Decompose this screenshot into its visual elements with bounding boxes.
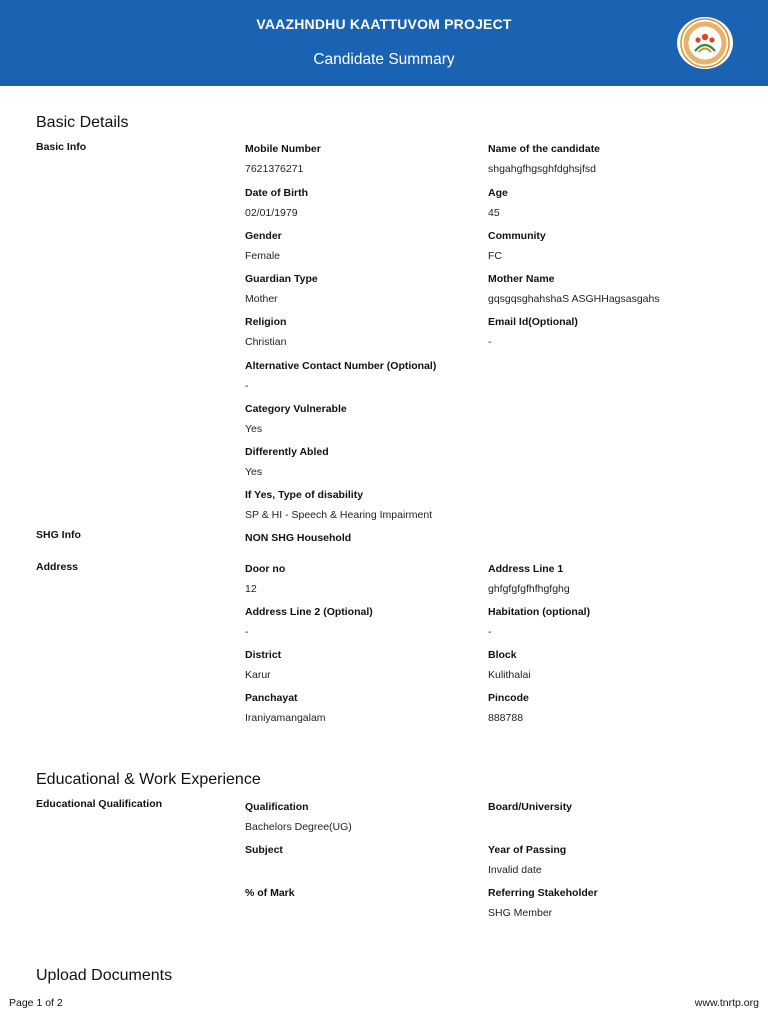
page-number: Page 1 of 2 — [9, 997, 63, 1009]
religion-label: Religion — [245, 316, 287, 328]
block-label: Block — [488, 649, 517, 661]
pincode-value: 888788 — [488, 712, 524, 724]
guardian-type-label: Guardian Type — [245, 273, 318, 285]
dob-label: Date of Birth — [245, 187, 308, 199]
candidate-name-value: shgahgfhgsghfdghsjfsd — [488, 163, 596, 175]
basic-info-label: Basic Info — [36, 141, 87, 153]
education-heading: Educational & Work Experience — [36, 771, 261, 788]
door-no-value: 12 — [245, 583, 257, 595]
category-vulnerable-value: Yes — [245, 423, 263, 435]
alt-contact-value: - — [245, 380, 249, 392]
mother-name-label: Mother Name — [488, 273, 555, 285]
project-logo-icon — [677, 17, 733, 69]
mobile-number-value: 7621376271 — [245, 163, 304, 175]
panchayat-label: Panchayat — [245, 692, 298, 704]
mobile-number-label: Mobile Number — [245, 143, 321, 155]
differently-abled-value: Yes — [245, 466, 263, 478]
habitation-label: Habitation (optional) — [488, 606, 591, 618]
referring-stakeholder-label: Referring Stakeholder — [488, 887, 598, 899]
page-header — [0, 0, 768, 86]
door-no-label: Door no — [245, 563, 286, 575]
qualification-label: Qualification — [245, 801, 309, 813]
shg-info-label: SHG Info — [36, 529, 81, 541]
age-label: Age — [488, 187, 508, 199]
district-label: District — [245, 649, 282, 661]
gender-label: Gender — [245, 230, 282, 242]
percent-mark-label: % of Mark — [245, 887, 295, 899]
address-line1-value: ghfgfgfgfhfhgfghg — [488, 583, 570, 595]
page-subtitle: Candidate Summary — [313, 51, 455, 68]
guardian-type-value: Mother — [245, 293, 278, 305]
panchayat-value: Iraniyamangalam — [245, 712, 326, 724]
shg-info-value: NON SHG Household — [245, 532, 352, 544]
email-label: Email Id(Optional) — [488, 316, 578, 328]
block-value: Kulithalai — [488, 669, 531, 681]
footer-website: www.tnrtp.org — [694, 997, 759, 1009]
qualification-value: Bachelors Degree(UG) — [245, 821, 352, 833]
year-of-passing-label: Year of Passing — [488, 844, 567, 856]
address-line2-value: - — [245, 626, 249, 638]
upload-documents-heading: Upload Documents — [36, 967, 173, 984]
educational-qualification-label: Educational Qualification — [36, 798, 163, 810]
email-value: - — [488, 336, 492, 348]
religion-value: Christian — [245, 336, 287, 348]
gender-value: Female — [245, 250, 281, 262]
community-label: Community — [488, 230, 546, 242]
disability-type-label: If Yes, Type of disability — [245, 489, 364, 501]
dob-value: 02/01/1979 — [245, 207, 298, 219]
basic-details-heading: Basic Details — [36, 114, 129, 131]
age-value: 45 — [488, 207, 500, 219]
community-value: FC — [488, 250, 502, 262]
address-line1-label: Address Line 1 — [488, 563, 564, 575]
year-of-passing-value: Invalid date — [488, 864, 542, 876]
address-label: Address — [36, 561, 79, 573]
disability-type-value: SP & HI - Speech & Hearing Impairment — [245, 509, 433, 521]
pincode-label: Pincode — [488, 692, 529, 704]
habitation-value: - — [488, 626, 492, 638]
category-vulnerable-label: Category Vulnerable — [245, 403, 347, 415]
address-line2-label: Address Line 2 (Optional) — [245, 606, 373, 618]
referring-stakeholder-value: SHG Member — [488, 907, 553, 919]
candidate-name-label: Name of the candidate — [488, 143, 601, 155]
board-university-label: Board/University — [488, 801, 573, 813]
district-value: Karur — [245, 669, 271, 681]
subject-label: Subject — [245, 844, 283, 856]
differently-abled-label: Differently Abled — [245, 446, 329, 458]
alt-contact-label: Alternative Contact Number (Optional) — [245, 360, 437, 372]
mother-name-value: gqsgqsghahshaS ASGHHagsasgahs — [488, 293, 660, 305]
project-title: VAAZHNDHU KAATTUVOM PROJECT — [256, 16, 512, 32]
